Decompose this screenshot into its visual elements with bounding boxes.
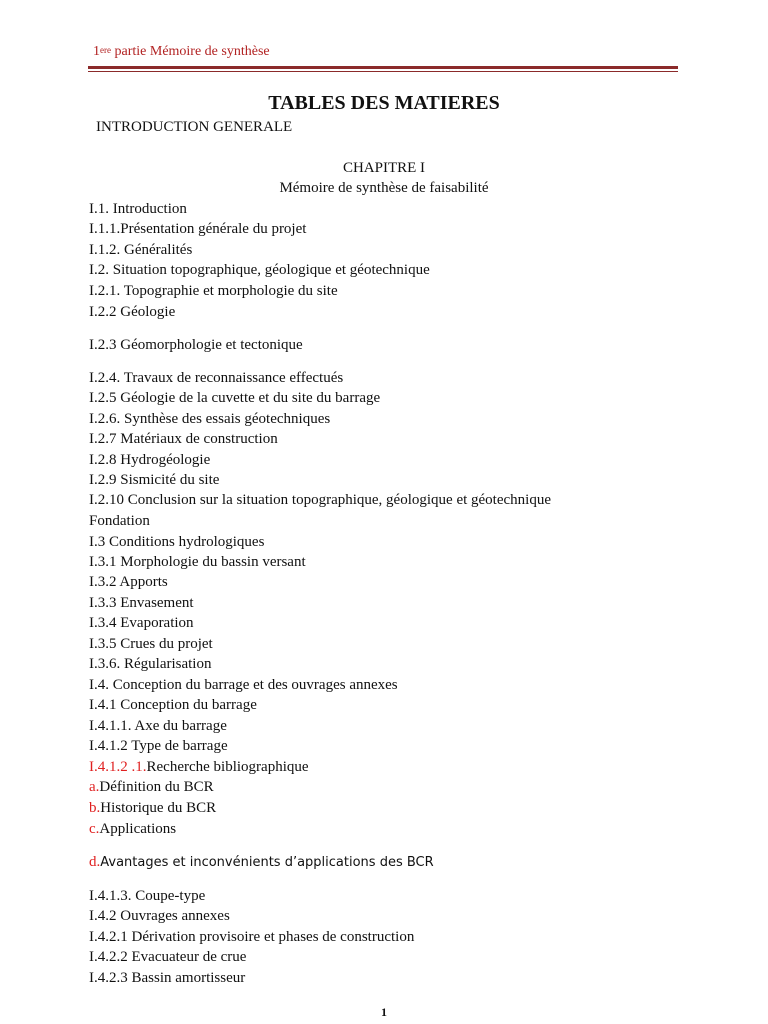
toc-entry: I.2.6. Synthèse des essais géotechniques [89, 411, 331, 427]
toc-entry: I.2.9 Sismicité du site [89, 472, 220, 488]
toc-entry: I.2.7 Matériaux de construction [89, 431, 278, 447]
toc-entry: I.2.10 Conclusion sur la situation topographique, géologique et géotechnique [89, 492, 551, 508]
toc-entry: I.3 Conditions hydrologiques [89, 534, 265, 550]
toc-entry: I.2. Situation topographique, géologique et géotechnique [89, 262, 430, 278]
toc-entry: I.3.2 Apports [89, 574, 168, 590]
toc-entry: I.4. Conception du barrage et des ouvrages annexes [89, 677, 398, 693]
toc-entry-prefix: c. [89, 821, 100, 837]
toc-entry: I.4.1.2 Type de barrage [89, 738, 228, 754]
toc-entry: I.1. Introduction [89, 201, 187, 217]
toc-entry: I.4.2 Ouvrages annexes [89, 908, 230, 924]
toc-entry: Fondation [89, 513, 150, 529]
toc-entry: I.4.2.2 Evacuateur de crue [89, 949, 247, 965]
chapter-heading: CHAPITRE I [342, 160, 426, 176]
toc-entry-prefix: d. [89, 854, 101, 870]
toc-entry: I.4.1.3. Coupe-type [89, 888, 206, 904]
header-rule-thick [88, 66, 678, 69]
toc-entry: I.2.1. Topographie et morphologie du site [89, 283, 338, 299]
running-header: 1ere partie Mémoire de synthèse [93, 44, 270, 59]
toc-entry: I.4.2.1 Dérivation provisoire et phases de construction [89, 929, 415, 945]
toc-entry-bcr: b.Historique du BCR [89, 800, 217, 816]
header-rule-thin [88, 71, 678, 72]
toc-entry: I.1.2. Généralités [89, 242, 193, 258]
toc-entry: I.3.5 Crues du projet [89, 636, 213, 652]
toc-entry-bcr: d.Avantages et inconvénients d’applications des BCR [89, 854, 434, 870]
toc-entry-bcr: c.Applications [89, 821, 177, 837]
toc-entry: I.1.1.Présentation générale du projet [89, 221, 307, 237]
toc-entry-bcr: a.Définition du BCR [89, 779, 214, 795]
toc-entry: I.3.6. Régularisation [89, 656, 212, 672]
toc-entry: I.2.3 Géomorphologie et tectonique [89, 337, 303, 353]
toc-entry: I.2.8 Hydrogéologie [89, 452, 211, 468]
toc-entry-bcr: I.4.1.2 .1.Recherche bibliographique [89, 759, 309, 775]
toc-entry-prefix: a. [89, 779, 100, 795]
toc-entry-prefix: I.4.1.2 .1. [89, 759, 147, 775]
toc-entry: I.3.1 Morphologie du bassin versant [89, 554, 306, 570]
page-number: 1 [381, 1005, 387, 1019]
toc-entry: I.4.2.3 Bassin amortisseur [89, 970, 246, 986]
toc-entry: I.2.4. Travaux de reconnaissance effectués [89, 370, 344, 386]
toc-entry: I.3.4 Evaporation [89, 615, 194, 631]
introduction-heading: INTRODUCTION GENERALE [96, 119, 293, 135]
toc-entry: I.2.5 Géologie de la cuvette et du site du barrage [89, 390, 381, 406]
toc-entry-prefix: b. [89, 800, 101, 816]
toc-entry: I.2.2 Géologie [89, 304, 176, 320]
toc-entry: I.4.1.1. Axe du barrage [89, 718, 227, 734]
toc-entry: I.3.3 Envasement [89, 595, 194, 611]
toc-entry: I.4.1 Conception du barrage [89, 697, 257, 713]
page-title: TABLES DES MATIERES [268, 92, 500, 114]
chapter-subtitle: Mémoire de synthèse de faisabilité [279, 180, 489, 196]
